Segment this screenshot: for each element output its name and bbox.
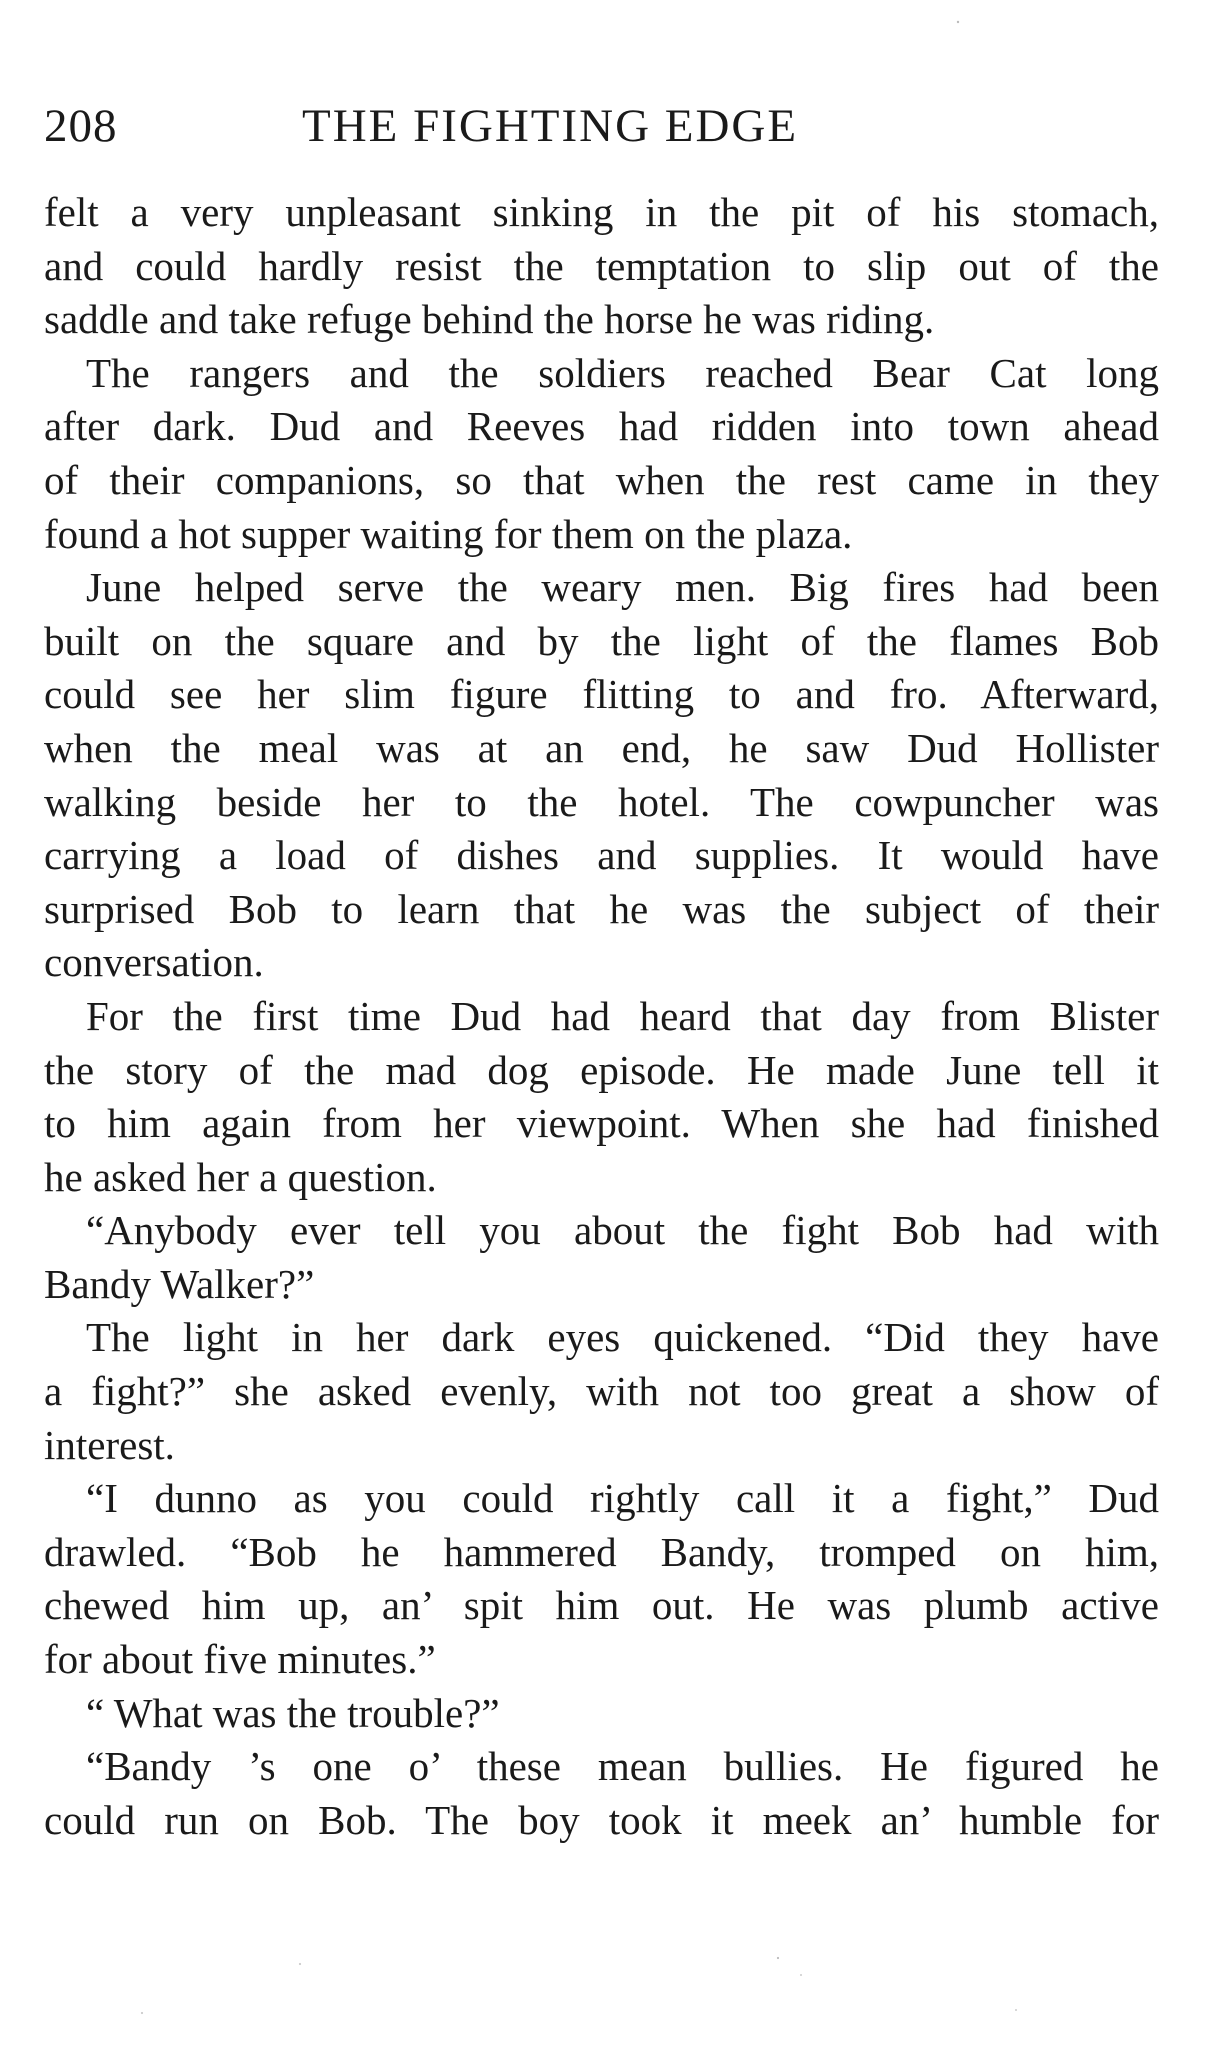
text-line: The rangers and the soldiers reached Bear Cat long bbox=[86, 349, 1159, 396]
text-line: June helped serve the weary men. Big fires had been bbox=[86, 564, 1159, 611]
text-line: walking beside her to the hotel. The cowpuncher was bbox=[44, 778, 1159, 825]
text-line: chewed him up, an’ spit him out. He was plumb active bbox=[44, 1582, 1159, 1629]
text-line: Bandy Walker?” bbox=[44, 1260, 315, 1307]
page-header bbox=[44, 96, 1164, 156]
text-line: “Bandy ’s one o’ these mean bullies. He figured he bbox=[86, 1743, 1159, 1790]
text-line: “ What was the trouble?” bbox=[86, 1689, 500, 1736]
text-line: surprised Bob to learn that he was the subject of their bbox=[44, 885, 1159, 932]
speck bbox=[1015, 2009, 1017, 2011]
text-line: could run on Bob. The boy took it meek an’ humble for bbox=[44, 1796, 1159, 1843]
text-line: and could hardly resist the temptation to slip out of the bbox=[44, 242, 1159, 289]
text-line: built on the square and by the light of the flames Bob bbox=[44, 617, 1159, 664]
running-title: THE FIGHTING EDGE bbox=[302, 100, 799, 152]
text-line: “I dunno as you could rightly call it a fight,” Dud bbox=[86, 1475, 1159, 1522]
text-line: found a hot supper waiting for them on the plaza. bbox=[44, 510, 853, 557]
speck bbox=[299, 1963, 301, 1965]
text-line: a fight?” she asked evenly, with not too great a show of bbox=[44, 1368, 1159, 1415]
text-line: for about five minutes.” bbox=[44, 1636, 436, 1683]
speck bbox=[141, 2012, 143, 2014]
text-line: For the first time Dud had heard that day from Blister bbox=[86, 992, 1159, 1039]
text-line: could see her slim figure flitting to and fro. Afterward, bbox=[44, 671, 1159, 718]
text-line: conversation. bbox=[44, 939, 264, 986]
text-line: saddle and take refuge behind the horse he was riding. bbox=[44, 296, 935, 343]
text-line: The light in her dark eyes quickened. “Did they have bbox=[86, 1314, 1159, 1361]
text-line: interest. bbox=[44, 1421, 175, 1468]
speck bbox=[777, 1957, 779, 1959]
text-line: when the meal was at an end, he saw Dud Hollister bbox=[44, 724, 1159, 771]
speck bbox=[800, 1974, 802, 1976]
page-number: 208 bbox=[44, 100, 118, 152]
text-line: drawled. “Bob he hammered Bandy, tromped on him, bbox=[44, 1528, 1159, 1575]
text-line: carrying a load of dishes and supplies. It would have bbox=[44, 832, 1159, 879]
text-line: after dark. Dud and Reeves had ridden into town ahead bbox=[44, 403, 1159, 450]
text-line: the story of the mad dog episode. He made June tell it bbox=[44, 1046, 1159, 1093]
text-line: to him again from her viewpoint. When she had finished bbox=[44, 1100, 1159, 1147]
text-line: “Anybody ever tell you about the fight Bob had with bbox=[86, 1207, 1159, 1254]
text-line: he asked her a question. bbox=[44, 1153, 437, 1200]
text-line: of their companions, so that when the rest came in they bbox=[44, 456, 1159, 503]
text-line: felt a very unpleasant sinking in the pit of his stomach, bbox=[44, 189, 1159, 235]
speck bbox=[957, 21, 959, 23]
body-text bbox=[44, 186, 1159, 1847]
